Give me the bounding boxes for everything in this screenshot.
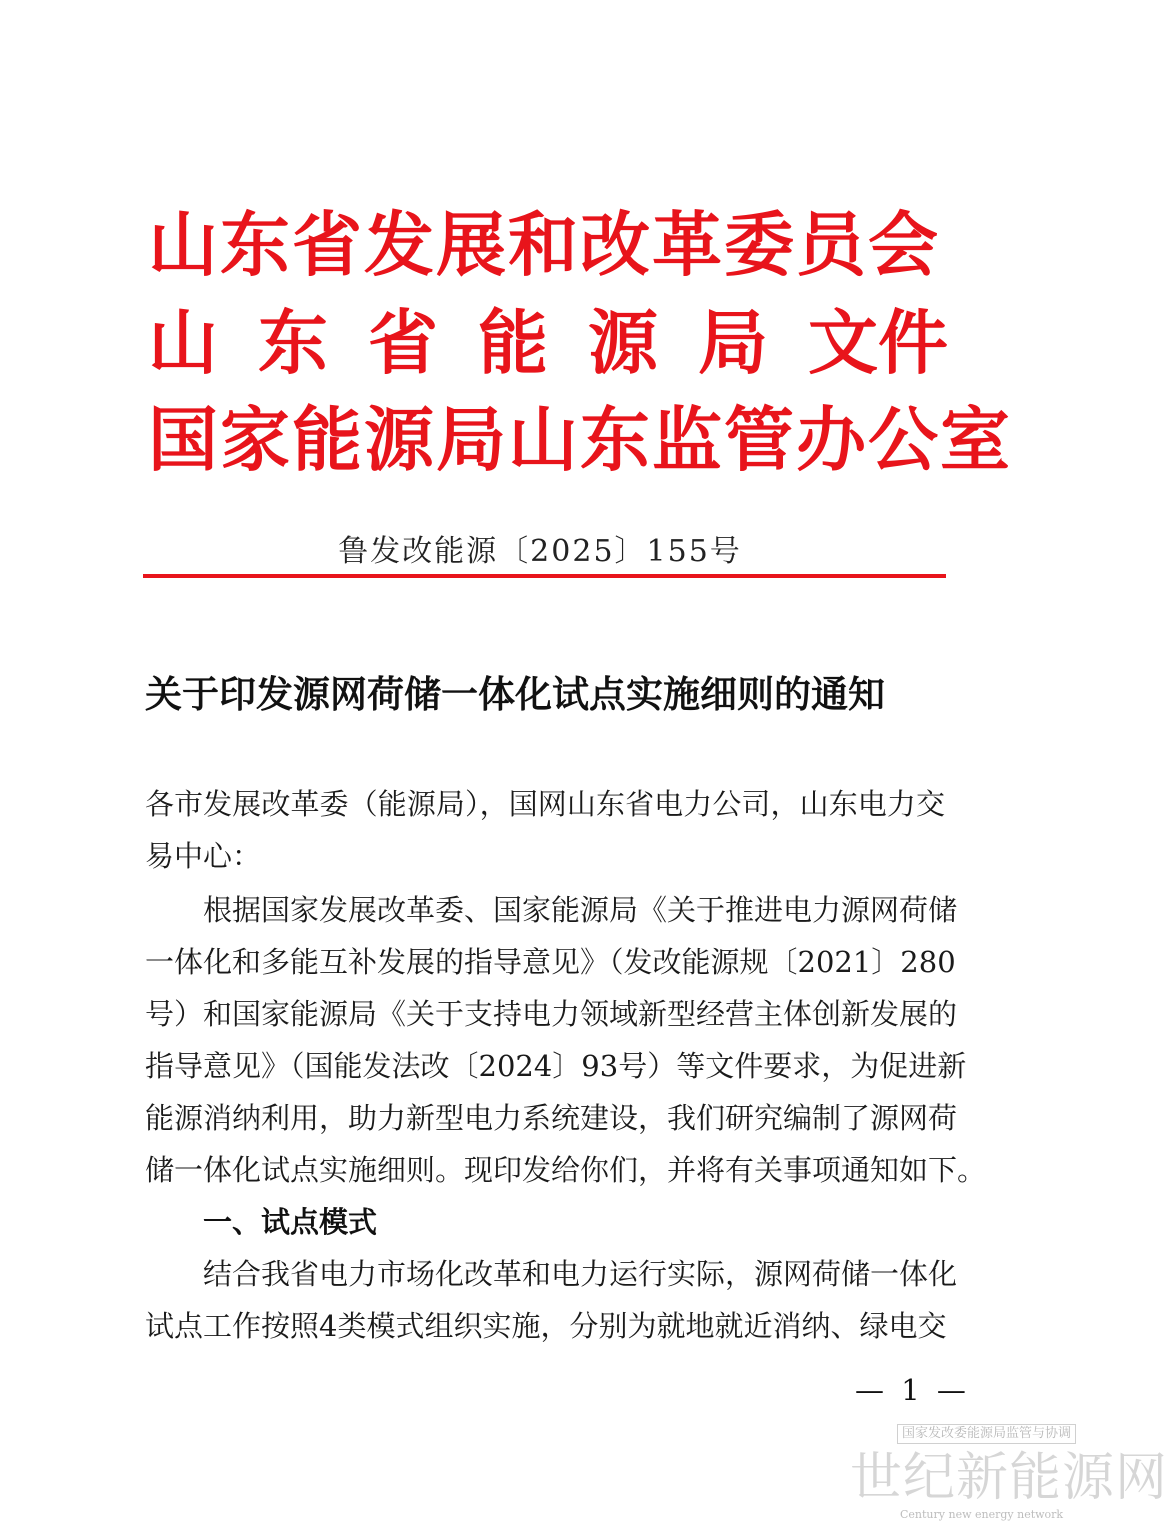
letterhead-line-2-char: 山	[148, 301, 218, 384]
letterhead-line-2-char: 文件	[808, 301, 948, 384]
paragraph-line: 能源消纳利用，助力新型电力系统建设，我们研究编制了源网荷	[145, 1101, 958, 1135]
paragraph-line: 一体化和多能互补发展的指导意见》（发改能源规〔2021〕280	[145, 945, 956, 979]
letterhead-line-2-char: 省	[368, 301, 438, 384]
red-divider	[143, 574, 946, 578]
paragraph-2	[145, 1248, 958, 1352]
paragraph-line: 储一体化试点实施细则。现印发给你们，并将有关事项通知如下。	[145, 1153, 987, 1187]
section-heading: 一、试点模式	[203, 1205, 378, 1239]
paragraph-line: 根据国家发展改革委、国家能源局《关于推进电力源网荷储	[203, 893, 958, 927]
addressee-line: 各市发展改革委（能源局），国网山东省电力公司，山东电力交	[145, 787, 945, 821]
letterhead-line-2-char: 能	[478, 301, 548, 384]
page-number: — 1 —	[855, 1373, 970, 1407]
addressee-line: 易中心：	[145, 839, 262, 873]
paragraph-line: 结合我省电力市场化改革和电力运行实际，源网荷储一体化	[203, 1257, 958, 1291]
watermark-caption: 国家发改委能源局监管与协调	[897, 1424, 1076, 1444]
paragraph-line: 号）和国家能源局《关于支持电力领域新型经营主体创新发展的	[145, 997, 958, 1031]
watermark-logo-text: 世纪新能源网	[850, 1448, 1168, 1508]
letterhead-line-2	[148, 303, 948, 383]
watermark-subtitle: Century new energy network	[900, 1508, 1064, 1521]
document-title: 关于印发源网荷储一体化试点实施细则的通知	[145, 672, 885, 716]
addressee	[145, 778, 945, 882]
letterhead-line-2-char: 局	[698, 301, 768, 384]
letterhead-line-2-char: 东	[258, 301, 328, 384]
letterhead-line-2-char: 源	[588, 301, 658, 384]
document-number: 鲁发改能源〔2025〕155号	[338, 534, 742, 569]
letterhead-line-1: 山东省发展和改革委员会	[148, 203, 940, 286]
paragraph-line: 试点工作按照4类模式组织实施，分别为就地就近消纳、绿电交	[145, 1309, 947, 1343]
paragraph-1	[145, 884, 987, 1196]
letterhead-line-3: 国家能源局山东监管办公室	[148, 398, 1012, 481]
paragraph-line: 指导意见》（国能发法改〔2024〕93号）等文件要求，为促进新	[145, 1049, 967, 1083]
